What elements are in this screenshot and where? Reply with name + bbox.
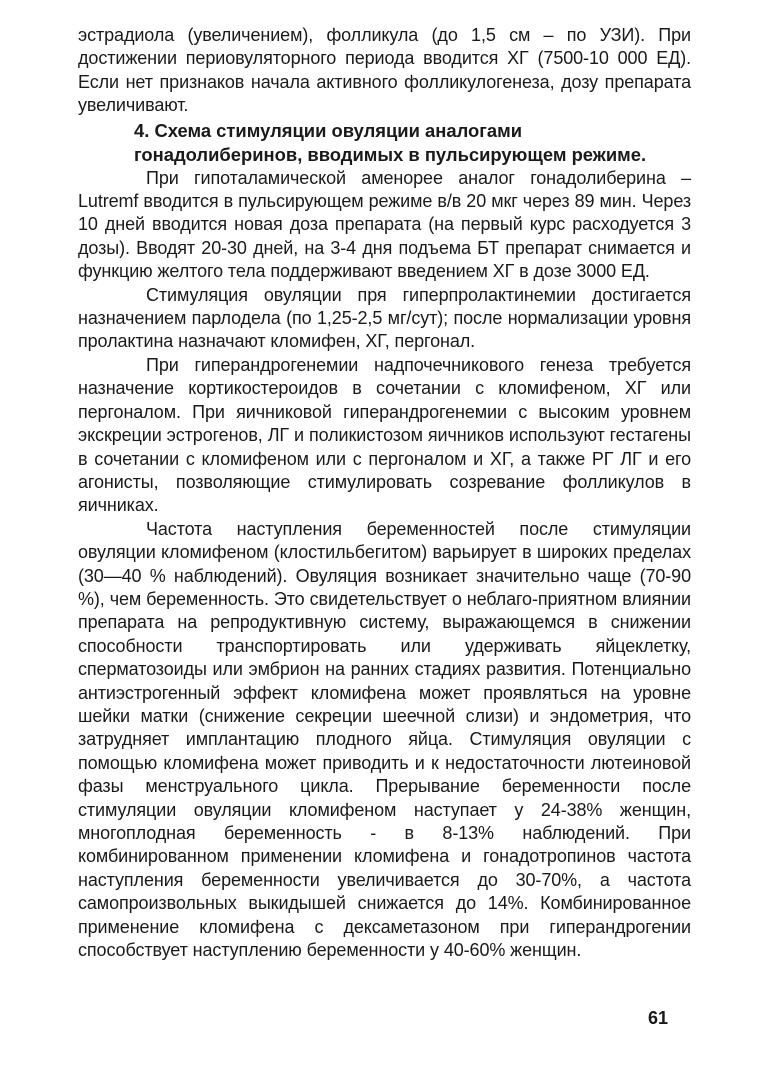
paragraph-continuation: эстрадиола (увеличением), фолликула (до 1,5 см – по УЗИ). При достижении периовуляторного периода вводится ХГ (7500-10 000 ЕД). Если нет признаков начала активного фолликулогенеза, дозу препарата увеличивают. [78, 25, 691, 116]
section-heading: 4. Схема стимуляции овуляции аналогами гонадолиберинов, вводимых в пульсирующем режиме. [134, 119, 647, 165]
paragraph-hyperandrogenemia: При гиперандрогенемии надпочечникового генеза требуется назначение кортикостероидов в сочетании с кломифеном, ХГ или пергоналом. При яичниковой гиперандрогенемии с высоким уровнем экскреции эстрогенов, ЛГ и поликистозом яичников используют гестагены в сочетании с кломифеном или с пергоналом и ХГ, а также РГ ЛГ и его агонисты, позволяющие стимулировать созревание фолликулов в яичниках. [78, 354, 691, 516]
paragraph-clomiphene-outcomes: Частота наступления беременностей после стимуляции овуляции кломифеном (клостильбегитом) варьирует в широких пределах (30—40 % наблюдений). Овуляция возникает значительно чаще (70-90 %), чем беременность. Это свидетельствует о неблаго-приятном влиянии препарата на репродуктивную систему, выражающемся в снижении способности транспортировать или удерживать яйцеклетку, сперматозоиды или эмбрион на ранних стадиях развития. Потенциально антиэстрогенный эффект кломифена может проявляться на уровне шейки матки (снижение секреции шеечной слизи) и эндометрия, что затрудняет имплантацию плодного яйца. Стимуляция овуляции с помощью кломифена может приводить и к недостаточности лютеиновой фазы менструального цикла. Прерывание беременности после стимуляции овуляции кломифеном наступает у 24-38% женщин, многоплодная беременность - в 8-13% наблюдений. При комбинированном применении кломифена и гонадотропинов частота наступления беременности увеличивается до 30-70%, а частота самопроизвольных выкидышей снижается до 14%. Комбинированное применение кломифена с дексаметазоном при гиперандрогении способствует наступлению беременности у 40-60% женщин. [78, 518, 691, 961]
paragraph-hypothalamic-amenorrhea: При гипоталамической аменорее аналог гонадолиберина – Lutremf вводится в пульсирующем режиме в/в 20 мкг через 89 мин. Через 10 дней вводится новая доза препарата (на первый курс расходуется 3 дозы). Вводят 20-30 дней, на 3-4 дня подъема БТ препарат снимается и функцию желтого тела поддерживают введением ХГ в дозе 3000 ЕД. [78, 167, 691, 282]
page-content [78, 24, 691, 962]
paragraph-hyperprolactinemia: Стимуляция овуляции пря гиперпролактинемии достигается назначением парлодела (по 1,25-2,5 мг/сут); после нормализации уровня пролактина назначают кломифен, ХГ, пергонал. [78, 284, 691, 352]
page-number: 61 [648, 1008, 669, 1028]
